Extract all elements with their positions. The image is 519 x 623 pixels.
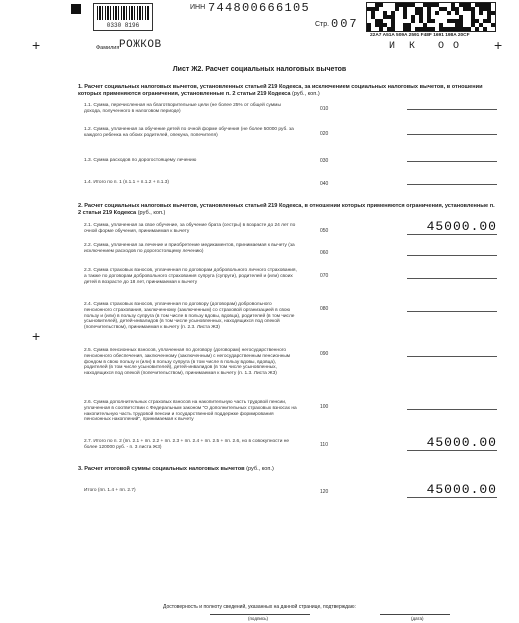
row-3-1-code: 120 <box>320 489 329 495</box>
row-2-7-field <box>407 450 497 451</box>
page-label: Стр. <box>315 21 330 28</box>
row-2-7-code: 110 <box>320 442 328 448</box>
sheet-title: Лист Ж2. Расчет социальных налоговых вычетов <box>172 66 347 73</box>
row-2-6-code: 100 <box>320 404 329 410</box>
row-3-1-value[interactable]: 45000.00 <box>426 482 497 497</box>
registration-cross-middle: + <box>32 328 41 344</box>
date-label: (дата) <box>411 616 424 621</box>
row-2-6-field[interactable] <box>407 409 497 410</box>
initial-2: К <box>409 41 416 52</box>
row-2-7-text: 2.7. Итого по п. 2 (пп. 2.1 + пп. 2.2 + пп. 2.3 + пп. 2.4 + пп. 2.5 + пп. 2.6, но в совокупности не более 120000 руб. - п. 3 листа Ж3) <box>84 439 290 450</box>
initial-3: О <box>438 41 445 52</box>
barcode-number: 0330 8196 <box>106 22 140 29</box>
initial-1: И <box>389 41 396 52</box>
row-2-4-code: 080 <box>320 306 329 312</box>
row-1-2-code: 020 <box>320 131 329 137</box>
row-2-5-code: 090 <box>320 351 329 357</box>
row-3-1-field <box>407 497 497 498</box>
row-2-5-field[interactable] <box>407 356 497 357</box>
footer-confirmation: Достоверность и полноту сведений, указанных на данной странице, подтверждаю: <box>163 604 356 610</box>
row-1-1-text: 1.1. Сумма, перечисленная на благотворительные цели (не более 25% от общей суммы дохода, полученного в налоговом периоде) <box>84 103 281 114</box>
row-2-1-text: 2.1. Сумма, уплаченная за свое обучение, за обучение брата (сестры) в возрасте до 24 лет по очной форме обучения, принимаемая к вычету <box>84 223 296 234</box>
section-3-heading: 3. Расчет итоговой суммы социальных налоговых вычетов (руб., коп.) <box>78 466 274 472</box>
barcode <box>93 3 153 31</box>
corner-marker-left <box>71 4 81 14</box>
registration-cross-right: + <box>494 37 503 53</box>
signature-label: (подпись) <box>248 616 269 621</box>
row-2-4-text: 2.4. Сумма страховых взносов, уплаченная по договору (договорам) добровольного пенсионного страхования, заключенному (заключенным) со страховой организацией в свою пользу и (или) в пользу супруга (в том числе в пользу вдовы, вдовца), родителей (в том числе усыновителей), детей-инвалидов (в том числе усыновленных, находящихся под опекой (попечительством), принимаемая к вычету (п. 2.3. Листа Ж3) <box>84 302 295 331</box>
row-2-6-text: 2.6. Сумма дополнительных страховых взносов на накопительную часть трудовой пенсии, уплаченная в соответствии с Федеральным законом "О дополнительных страховых взносах на накопительную часть трудовой пенсии и государственной поддержке формирования пенсионных накоплений", принимаемая к вычету <box>84 400 297 423</box>
row-2-3-text: 2.3. Сумма страховых взносов, уплаченная по договорам добровольного личного страхования, а также по договорам добровольного страхования супруга (супруги), родителей и (или) своих детей в возрасте до 18 лет, принимаемая к вычету <box>84 268 297 285</box>
row-2-4-field[interactable] <box>407 311 497 312</box>
qr-code <box>366 2 496 32</box>
registration-cross-top: + <box>32 37 41 53</box>
surname-label: Фамилия <box>96 45 120 51</box>
inn-value: 744800666105 <box>208 1 311 15</box>
row-2-1-field <box>407 234 497 235</box>
row-1-4-field[interactable] <box>407 184 497 185</box>
row-2-5-text: 2.5. Сумма пенсионных взносов, уплаченная по договору (договорам) негосударственного пенсионного обеспечения, заключенному (заключенным) с негосударственным пенсионным фондом в свою пользу и (или) в пользу супруга (в том числе в пользу вдовы, вдовца), родителей (в том числе усыновителей), детей-инвалидов (в том числе усыновленных, находящихся под опекой (попечительством), принимаемая к вычету (п. 1.3. Листа Ж3) <box>84 348 291 377</box>
row-1-3-text: 1.3. Сумма расходов по дорогостоящему лечению <box>84 158 197 163</box>
row-2-2-field[interactable] <box>407 255 497 256</box>
section-2-heading: 2. Расчет социальных налоговых вычетов, установленных статьей 219 Кодекса, в отношении которых применяются ограничения, установленные п. 2 статьи 219 Кодекса (руб., коп.) <box>78 203 495 216</box>
row-1-1-field[interactable] <box>407 109 497 110</box>
surname-value: РОЖКОВ <box>119 39 162 51</box>
row-2-2-text: 2.2. Сумма, уплаченная за лечение и приобретение медикаментов, принимаемая к вычету (за исключением расходов по дорогостоящему лечению) <box>84 243 295 254</box>
signature-line[interactable] <box>210 614 310 615</box>
row-1-3-code: 030 <box>320 158 329 164</box>
page-value: 007 <box>331 17 359 31</box>
qr-module <box>491 27 495 31</box>
inn-label: ИНН <box>190 4 206 11</box>
barcode-bars <box>97 6 149 20</box>
row-1-2-text: 1.2. Сумма, уплаченная за обучение детей по очной форме обучения (не более 50000 руб. за каждого ребенка на обоих родителей, опекуна, попечителя) <box>84 127 294 138</box>
initial-4: О <box>453 41 460 52</box>
row-2-3-field[interactable] <box>407 278 497 279</box>
row-1-1-code: 010 <box>320 106 329 112</box>
row-2-2-code: 060 <box>320 250 329 256</box>
row-1-2-field[interactable] <box>407 134 497 135</box>
document-hash: 22A7 A51A 509A 2591 F48F 1691 198A 20CF <box>370 33 470 38</box>
row-1-4-text: 1.4. Итого по п. 1 (п.1.1 + п.1.2 + п.1.3) <box>84 180 170 185</box>
row-1-3-field[interactable] <box>407 161 497 162</box>
row-2-7-value[interactable]: 45000.00 <box>426 435 497 450</box>
row-3-1-text: Итого (пп. 1.4 + пп. 2.7) <box>84 488 136 493</box>
row-2-1-value[interactable]: 45000.00 <box>426 219 497 234</box>
row-2-1-code: 050 <box>320 228 329 234</box>
date-line[interactable] <box>380 614 450 615</box>
row-2-3-code: 070 <box>320 273 329 279</box>
section-1-heading: 1. Расчет социальных налоговых вычетов, установленных статьей 219 Кодекса, за исключением социальных налоговых вычетов, в отношении которых применяются ограничения, установленные п. 2 статьи 219 Кодекса (руб., коп.) <box>78 84 483 97</box>
row-1-4-code: 040 <box>320 181 329 187</box>
